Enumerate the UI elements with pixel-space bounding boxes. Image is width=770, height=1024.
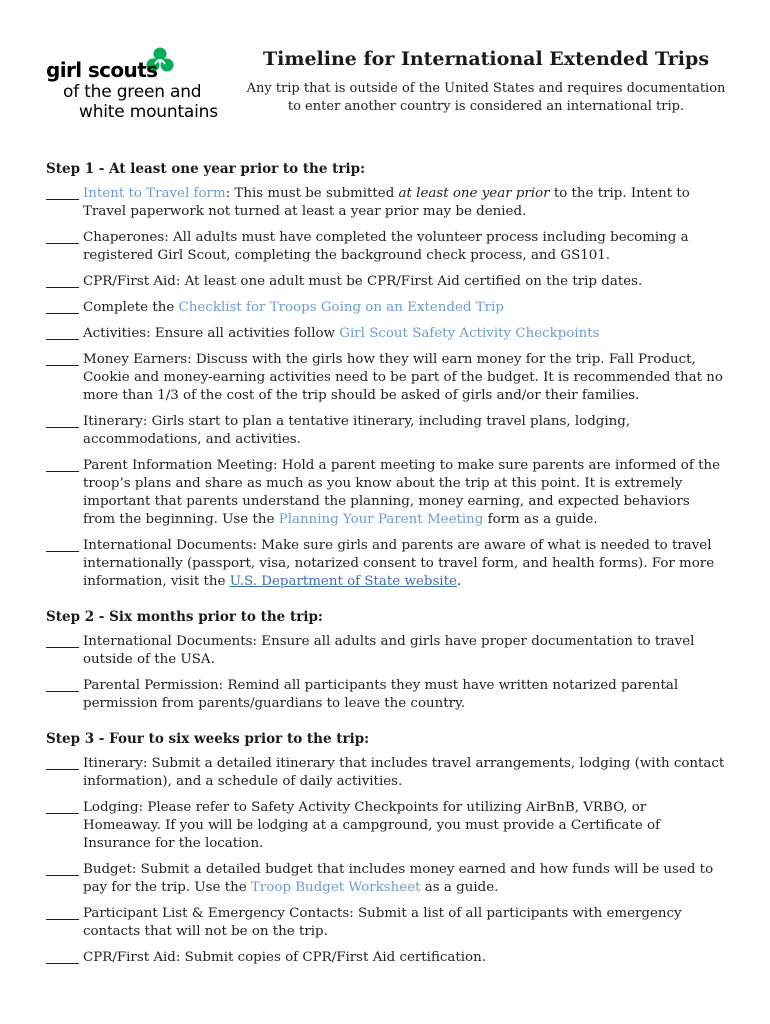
item-text: Chaperones: All adults must have completed the volunteer process including becoming a registered Girl Scout, completing the background check process, and GS101. (83, 230, 689, 263)
step-2-heading: Step 2 - Six months prior to the trip: (46, 609, 323, 625)
checkbox-blank[interactable] (46, 185, 79, 200)
item-text: CPR/First Aid: At least one adult must be CPR/First Aid certified on the trip dates. (83, 274, 643, 289)
checklist-item (46, 755, 726, 791)
step-1-heading: Step 1 - At least one year prior to the trip: (46, 161, 366, 177)
page-subtitle: Any trip that is outside of the United States and requires documentation to enter another country is considered an international trip. (246, 81, 726, 114)
logo-council-line1: of the green and (63, 82, 202, 102)
document-link[interactable]: Troop Budget Worksheet (250, 880, 421, 895)
item-text: Parent Information Meeting: Hold a parent meeting to make sure parents are informed of the troop’s plans and share as much as you know about the trip at this point. It is extremely important that parents understand the planning, money earning, and expected behaviors from the beginning. Use the (83, 458, 720, 527)
logo (46, 46, 246, 126)
checkbox-blank[interactable] (46, 905, 79, 920)
checklist-item (46, 677, 726, 713)
checklist-item (46, 799, 726, 853)
checkbox-blank[interactable] (46, 457, 79, 472)
item-text: Itinerary: Submit a detailed itinerary that includes travel arrangements, lodging (with contact information), and a schedule of daily activities. (83, 756, 725, 789)
checkbox-blank[interactable] (46, 537, 79, 552)
item-text: Participant List & Emergency Contacts: Submit a list of all participants with emergency contacts that will not be on the trip. (83, 906, 682, 939)
checklist-item (46, 413, 726, 449)
checkbox-blank[interactable] (46, 325, 79, 340)
item-text: CPR/First Aid: Submit copies of CPR/First Aid certification. (83, 950, 486, 965)
checklist-item (46, 299, 726, 317)
checkbox-blank[interactable] (46, 229, 79, 244)
checkbox-blank[interactable] (46, 633, 79, 648)
checklist-item (46, 861, 726, 897)
step-3-heading: Step 3 - Four to six weeks prior to the trip: (46, 731, 370, 747)
step-spacer (46, 721, 726, 730)
document-link[interactable]: Girl Scout Safety Activity Checkpoints (339, 326, 600, 341)
step-2-checklist (46, 633, 726, 713)
step-1-checklist (46, 185, 726, 591)
item-text: as a guide. (420, 880, 499, 895)
item-text: : This must be submitted (225, 186, 399, 201)
item-text: Activities: Ensure all activities follow (83, 326, 340, 341)
item-text: Lodging: Please refer to Safety Activity Checkpoints for utilizing AirBnB, VRBO, or Homeaway. If you will be lodging at a campground, you must provide a Certificate of Insurance for the location. (83, 800, 661, 851)
document-link[interactable]: U.S. Department of State website (229, 574, 457, 589)
checklist-item (46, 325, 726, 343)
checklist-item (46, 185, 726, 221)
page-title: Timeline for International Extended Trips (262, 48, 710, 70)
document-link[interactable]: Checklist for Troops Going on an Extended Trip (178, 300, 504, 315)
item-text: Complete the (83, 300, 179, 315)
item-text: . (456, 574, 462, 589)
step-3-checklist (46, 755, 726, 967)
checkbox-blank[interactable] (46, 949, 79, 964)
step-spacer (46, 599, 726, 608)
item-text: Itinerary: Girls start to plan a tentative itinerary, including travel plans, lodging, accommodations, and activities. (83, 414, 631, 447)
checklist-item (46, 633, 726, 669)
document-link[interactable]: Intent to Travel form (83, 186, 226, 201)
timeline-steps (46, 160, 726, 975)
item-text: International Documents: Ensure all adults and girls have proper documentation to travel outside of the USA. (83, 634, 695, 667)
checkbox-blank[interactable] (46, 799, 79, 814)
item-text: to the trip. Intent to Travel paperwork not turned at least a year prior may be denied. (83, 186, 690, 219)
checkbox-blank[interactable] (46, 273, 79, 288)
item-text: form as a guide. (483, 512, 598, 527)
checkbox-blank[interactable] (46, 861, 79, 876)
checklist-item (46, 905, 726, 941)
checklist-item (46, 229, 726, 265)
item-text: International Documents: Make sure girls and parents are aware of what is needed to travel internationally (passport, visa, notarized consent to travel form, and health forms). For more information, visit the (83, 538, 715, 589)
item-text: Money Earners: Discuss with the girls how they will earn money for the trip. Fall Product, Cookie and money-earning activities need to be part of the budget. It is recommended that no more than 1/3 of the cost of the trip should be asked of girls and/or their families. (83, 352, 723, 403)
checklist-item (46, 351, 726, 405)
item-text: Budget: Submit a detailed budget that includes money earned and how funds will be used to pay for the trip. Use the (83, 862, 714, 895)
logo-wordmark: girl scouts (46, 58, 158, 82)
checklist-item (46, 457, 726, 529)
checklist-item (46, 273, 726, 291)
checklist-item (46, 537, 726, 591)
checkbox-blank[interactable] (46, 351, 79, 366)
document-link[interactable]: Planning Your Parent Meeting (278, 512, 484, 527)
checkbox-blank[interactable] (46, 299, 79, 314)
checkbox-blank[interactable] (46, 755, 79, 770)
checkbox-blank[interactable] (46, 413, 79, 428)
item-text: Parental Permission: Remind all participants they must have written notarized parental permission from parents/guardians to leave the country. (83, 678, 679, 711)
emphasis-text: at least one year prior (398, 186, 550, 201)
checkbox-blank[interactable] (46, 677, 79, 692)
checklist-item (46, 949, 726, 967)
logo-council-line2: white mountains (79, 102, 218, 122)
